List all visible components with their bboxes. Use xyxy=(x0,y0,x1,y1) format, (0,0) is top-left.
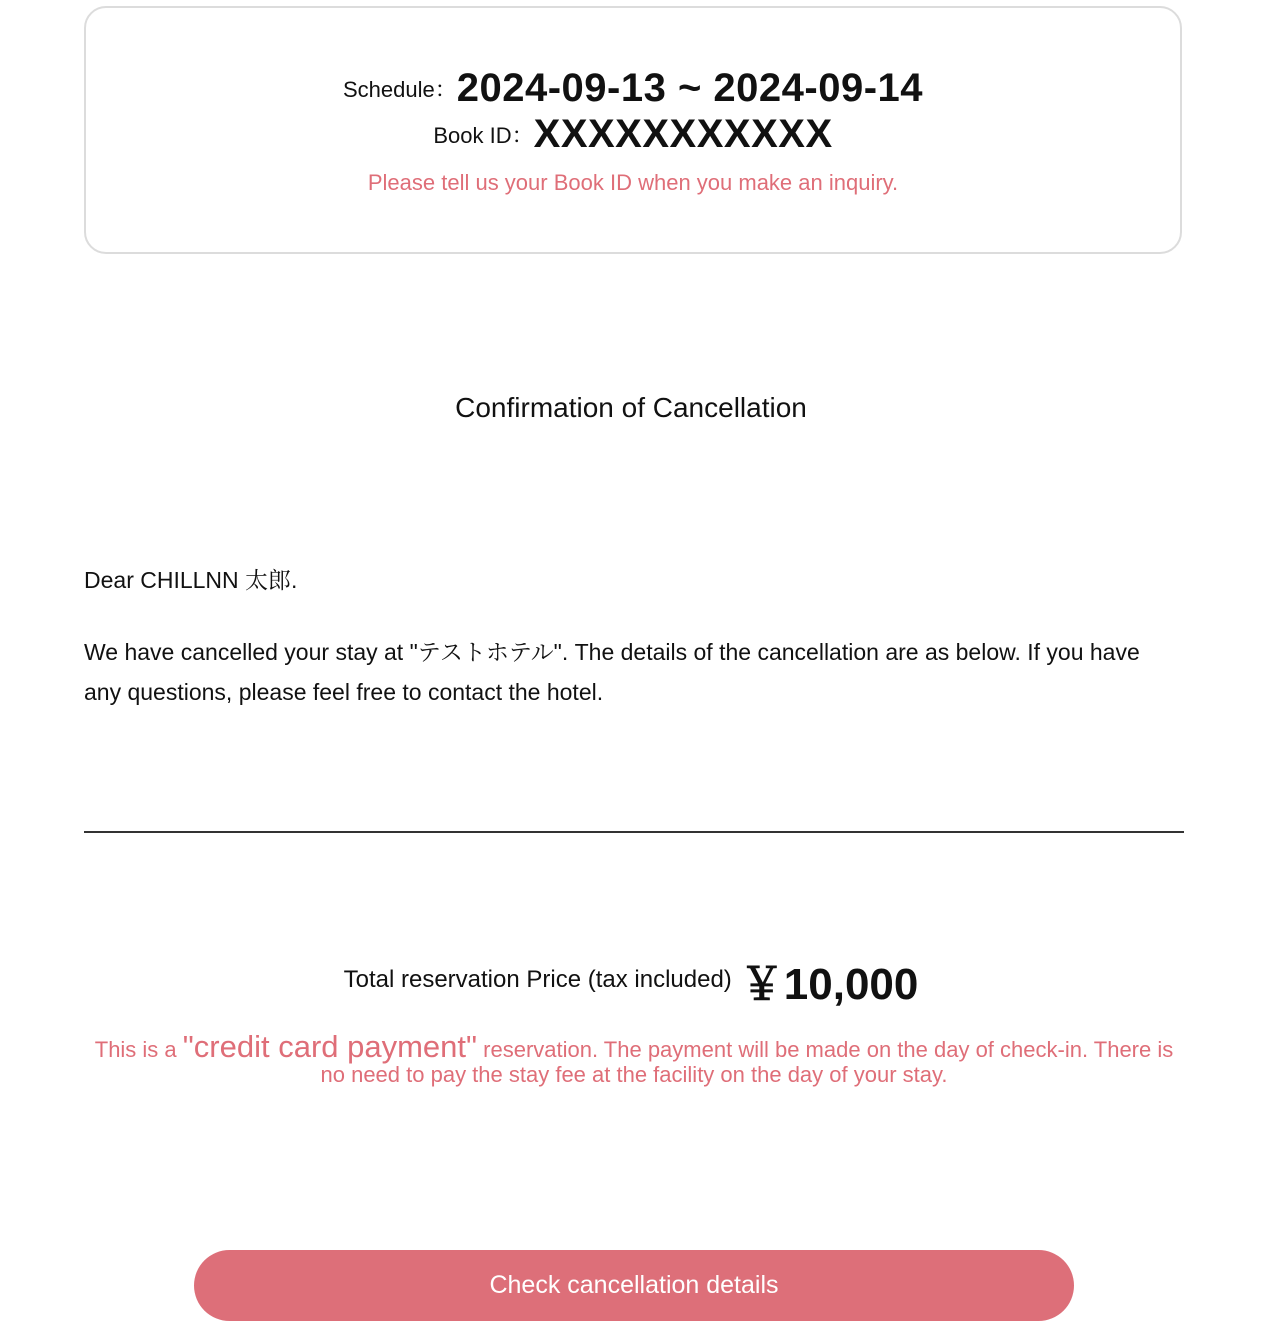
cancellation-message: We have cancelled your stay at "テストホテル". The details of the cancellation are as below. If you have any questions, please feel free to contact the hotel. xyxy=(84,639,1140,705)
total-price-row xyxy=(0,948,1262,1012)
reservation-info-card xyxy=(84,6,1182,254)
section-divider xyxy=(84,831,1184,833)
book-id-label: Book ID： xyxy=(433,123,534,148)
schedule-row xyxy=(86,66,1180,111)
price-label: Total reservation Price (tax included) xyxy=(343,966,732,993)
book-id-value: XXXXXXXXXXX xyxy=(533,112,833,156)
page-title: Confirmation of Cancellation xyxy=(455,392,807,423)
payment-note-prefix: This is a xyxy=(94,1037,183,1062)
inquiry-note: Please tell us your Book ID when you make an inquiry. xyxy=(367,170,899,195)
check-cancellation-details-button[interactable]: Check cancellation details xyxy=(194,1250,1074,1321)
payment-note-suffix: reservation. The payment will be made on the day of check-in. There is no need to pay the stay fee at the facility on the day of your stay. xyxy=(320,1037,1174,1087)
book-id-row xyxy=(86,112,1180,157)
payment-method-emphasis: "credit card payment" xyxy=(182,1029,478,1064)
payment-note xyxy=(84,1029,1184,1087)
price-value: ￥10,000 xyxy=(739,960,919,1009)
schedule-value: 2024-09-13 ~ 2024-09-14 xyxy=(456,66,924,110)
schedule-label: Schedule： xyxy=(342,77,457,102)
greeting: Dear CHILLNN 太郎. xyxy=(84,567,298,593)
